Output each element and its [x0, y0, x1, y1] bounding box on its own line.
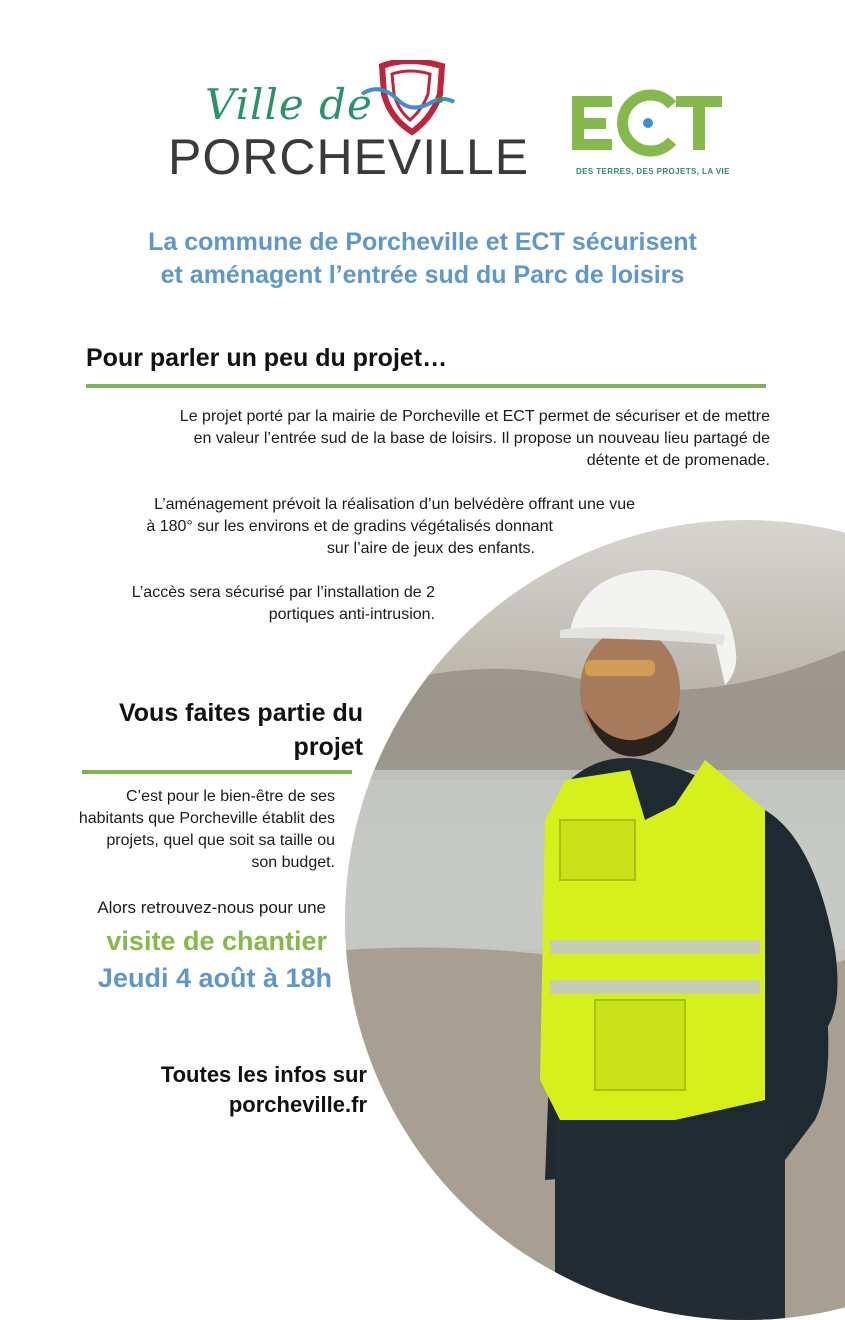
- section-divider: [86, 384, 766, 388]
- ect-logo: [572, 88, 724, 158]
- text-line: habitants que Porcheville établit des: [78, 810, 335, 827]
- ect-tagline: DES TERRES, DES PROJETS, LA VIE: [576, 167, 730, 176]
- porcheville-wordmark: PORCHEVILLE: [168, 129, 530, 185]
- paragraph-projet-1: [180, 406, 770, 472]
- paragraph-participation: [79, 786, 335, 874]
- title-line-1: La commune de Porcheville et ECT sécurisent: [148, 228, 697, 256]
- ville-de-script: Ville de: [205, 80, 373, 129]
- text-line: sur l’aire de jeux des enfants.: [326, 540, 535, 557]
- page-title: [40, 226, 805, 292]
- text-line: C’est pour le bien-être de ses: [126, 788, 335, 805]
- text-line: L’aménagement prévoit la réalisation d’un belvédère offrant une vue: [154, 496, 635, 513]
- section-heading-projet: Pour parler un peu du projet…: [86, 344, 448, 372]
- text-line: à 180° sur les environs et de gradins végétalisés donnant: [146, 518, 553, 535]
- invite-text: Alors retrouvez-nous pour une: [97, 898, 326, 917]
- section-divider: [82, 770, 352, 774]
- text-line: projets, quel que soit sa taille ou: [106, 832, 335, 849]
- heading-line: projet: [293, 733, 363, 761]
- heading-line: Vous faites partie du: [118, 699, 363, 727]
- text-line: détente et de promenade.: [586, 452, 770, 469]
- infos-block: [161, 1060, 367, 1120]
- infos-line: Toutes les infos sur: [160, 1062, 367, 1087]
- porcheville-shield-icon: [360, 60, 456, 136]
- text-line: son budget.: [251, 854, 335, 871]
- cta-visite: visite de chantier: [106, 926, 327, 956]
- paragraph-projet-3: [132, 582, 435, 626]
- text-line: L’accès sera sécurisé par l’installation de 2: [131, 584, 435, 601]
- section-heading-participation: [119, 696, 363, 764]
- worker-photo: [345, 520, 845, 1320]
- text-line: portiques anti-intrusion.: [268, 606, 435, 623]
- text-line: Le projet porté par la mairie de Porcheville et ECT permet de sécuriser et de mettre: [179, 408, 770, 425]
- website-link[interactable]: porcheville.fr: [228, 1092, 367, 1117]
- text-line: en valeur l’entrée sud de la base de loisirs. Il propose un nouveau lieu partagé de: [193, 430, 770, 447]
- paragraph-projet-2: [146, 494, 635, 560]
- cta-date: Jeudi 4 août à 18h: [97, 963, 332, 993]
- title-line-2: et aménagent l’entrée sud du Parc de loisirs: [160, 261, 685, 289]
